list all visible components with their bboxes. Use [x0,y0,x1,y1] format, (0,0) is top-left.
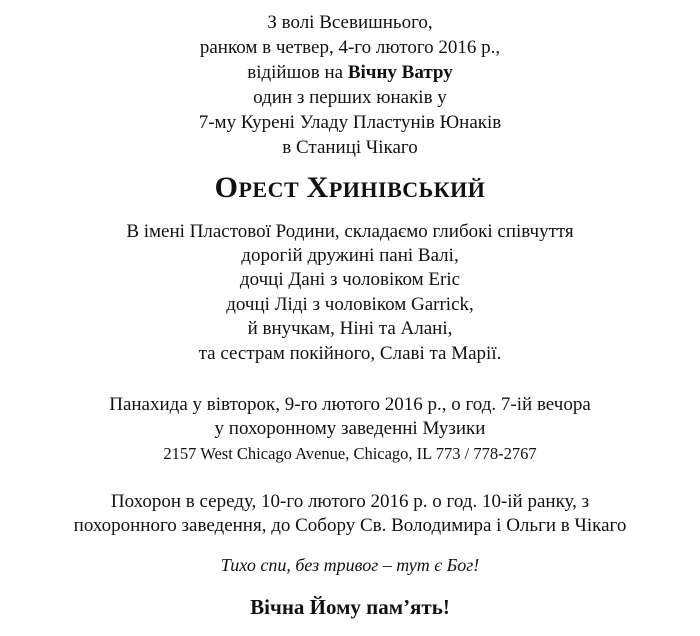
prayer-line: Тихо спи, без тривог – тут є Бог! [220,555,480,575]
condolences-line-4: дочці Ліді з чоловіком Garrick, [226,294,474,315]
condolences-line-3: дочці Дані з чоловіком Eric [239,269,461,290]
condolences-line-6: та сестрам покійного, Славі та Марії. [198,343,502,364]
intro-line-3 [0,62,700,84]
last-name-initial: Х [306,171,329,204]
deceased-name [0,172,700,206]
condolences-line-5: й внучкам, Ніні та Алані, [247,318,453,339]
condolences-line-2: дорогій дружині пані Валі, [241,245,459,266]
first-name-rest: РЕСТ [238,177,300,202]
intro-line-2: ранком в четвер, 4-го лютого 2016 р., [199,37,501,58]
eternal-flame-phrase: Вічну Ватру [347,62,453,83]
last-name-rest: РИНІВСЬКИЙ [328,177,486,202]
service-line-2: у похоронному заведенні Музики [214,418,486,439]
service-line-1: Панахида у вівторок, 9-го лютого 2016 р., о год. 7-ій вечора [109,394,591,415]
funeral-home-address: 2157 West Chicago Avenue, Chicago, IL 773 / 778-2767 [163,444,537,463]
funeral-line-1: Похорон в середу, 10-го лютого 2016 р. о год. 10-ій ранку, з [110,491,590,512]
intro-line-1: З волі Всевишнього, [267,12,433,33]
intro-line-3-text: відійшов на [247,62,348,83]
closing-line: Вічна Йому пам’ять! [250,595,450,619]
condolences-line-1: В імені Пластової Родини, складаємо глибокі співчуття [126,221,574,242]
intro-line-5: 7-му Курені Уладу Пластунів Юнаків [198,112,502,133]
intro-line-4: один з перших юнаків у [253,87,447,108]
funeral-line-2: похоронного заведення, до Собору Св. Володимира і Ольги в Чікаго [73,515,627,536]
intro-line-6: в Станиці Чікаго [282,137,418,158]
first-name-initial: О [214,171,239,204]
